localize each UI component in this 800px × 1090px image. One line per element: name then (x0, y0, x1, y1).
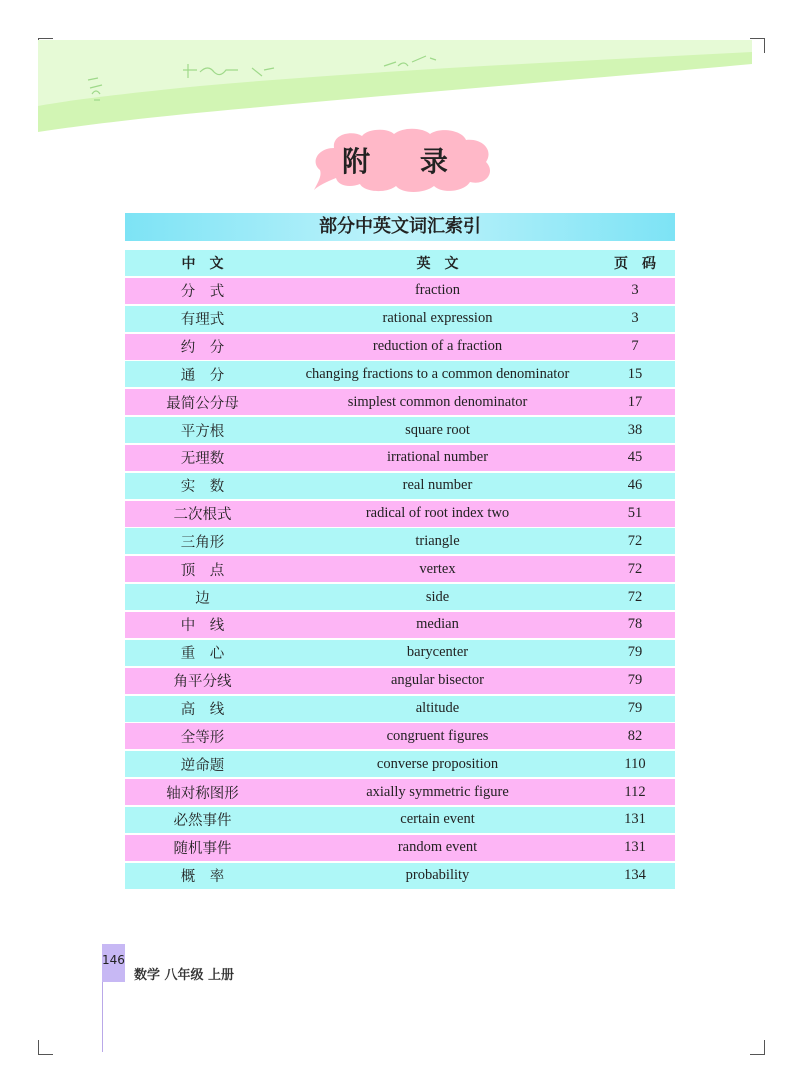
chinese-term: 二次根式 (173, 507, 232, 524)
table-row (125, 445, 675, 471)
english-term: real number (402, 477, 473, 494)
chinese-term: 逆命题 (180, 757, 225, 774)
english-term: angular bisector (390, 672, 484, 689)
table-row (125, 389, 675, 415)
page-number: 72 (627, 532, 643, 549)
chinese-term: 全等形 (180, 729, 225, 746)
chinese-term: 边 (195, 590, 210, 607)
table-row (125, 306, 675, 332)
vocabulary-table (125, 250, 675, 890)
chinese-term: 实 数 (180, 479, 225, 496)
chinese-term: 三角形 (180, 534, 225, 551)
page-number: 110 (624, 755, 646, 772)
page-number: 82 (627, 727, 643, 744)
crop-mark-bottom-right (750, 1040, 765, 1055)
page-number: 72 (627, 588, 643, 605)
table-row (125, 863, 675, 889)
page-number: 131 (624, 811, 646, 828)
table-row (125, 696, 675, 722)
english-term: changing fractions to a common denominator (305, 365, 570, 382)
chinese-term: 有理式 (180, 312, 225, 329)
english-term: square root (405, 421, 470, 438)
page-number: 7 (631, 338, 639, 355)
book-title: 数学 八年级 上册 (134, 968, 235, 983)
column-header-page: 页 码 (614, 257, 656, 272)
english-term: axially symmetric figure (366, 783, 509, 800)
english-term: median (416, 616, 459, 633)
english-term: converse proposition (376, 755, 499, 772)
table-row (125, 779, 675, 805)
table-title: 部分中英文词汇索引 (125, 213, 675, 241)
table-row (125, 501, 675, 527)
page-number: 3 (631, 310, 639, 327)
table-row (125, 835, 675, 861)
chinese-term: 通 分 (180, 367, 225, 384)
chinese-term: 约 分 (180, 340, 225, 357)
chinese-term: 高 线 (180, 702, 225, 718)
table-row (125, 334, 675, 360)
table-row (125, 751, 675, 777)
table-row (125, 473, 675, 499)
english-term: vertex (419, 560, 456, 577)
page-number: 131 (624, 839, 646, 856)
chinese-term: 无理数 (180, 451, 225, 468)
english-term: probability (405, 867, 470, 884)
english-term: fraction (414, 282, 461, 299)
chinese-term: 概 率 (180, 869, 225, 886)
english-term: irrational number (386, 449, 489, 466)
chinese-term: 轴对称图形 (166, 785, 239, 802)
table-row (125, 640, 675, 666)
page-number: 134 (624, 867, 646, 884)
table-row (125, 723, 675, 749)
chinese-term: 平方根 (180, 423, 225, 440)
page-number: 46 (627, 477, 643, 494)
table-row (125, 361, 675, 387)
english-term: altitude (415, 700, 460, 716)
english-term: congruent figures (386, 727, 489, 744)
column-header-chinese: 中 文 (181, 256, 224, 272)
chinese-term: 分 式 (180, 284, 225, 301)
page-number: 3 (631, 282, 639, 299)
page-number: 79 (627, 644, 643, 661)
chinese-term: 重 心 (180, 646, 225, 663)
english-term: simplest common denominator (347, 393, 528, 410)
page-number: 79 (627, 700, 643, 716)
table-header-row (125, 250, 675, 276)
table-row (125, 278, 675, 304)
crop-mark-bottom-left (38, 1040, 53, 1055)
english-term: certain event (400, 811, 475, 828)
chinese-term: 中 线 (180, 618, 225, 635)
page-number: 112 (624, 783, 646, 800)
chinese-term: 最简公分母 (166, 395, 239, 412)
table-row (125, 612, 675, 638)
english-term: random event (397, 839, 478, 856)
page-number: 38 (627, 421, 643, 438)
page-number-tab: 146 (102, 944, 125, 982)
table-row (125, 528, 675, 554)
page-number: 72 (627, 560, 643, 577)
page-number: 45 (627, 449, 643, 466)
chinese-term: 角平分线 (173, 674, 232, 691)
page-number: 17 (627, 393, 643, 410)
appendix-title: 附 录 (342, 145, 468, 178)
page-number: 15 (627, 365, 643, 382)
table-row (125, 668, 675, 694)
table-row (125, 584, 675, 610)
english-term: radical of root index two (365, 505, 510, 522)
english-term: reduction of a fraction (372, 338, 503, 355)
chinese-term: 随机事件 (173, 841, 232, 858)
english-term: rational expression (382, 310, 493, 327)
page-number: 78 (627, 616, 643, 633)
page-number: 51 (627, 505, 643, 522)
english-term: barycenter (406, 644, 469, 661)
english-term: triangle (415, 532, 460, 549)
chinese-term: 必然事件 (173, 813, 232, 830)
page-number: 79 (627, 672, 643, 689)
table-row (125, 556, 675, 582)
table-row (125, 807, 675, 833)
column-header-english: 英 文 (416, 257, 459, 272)
table-row (125, 417, 675, 443)
chinese-term: 顶 点 (180, 562, 225, 579)
english-term: side (425, 588, 450, 605)
